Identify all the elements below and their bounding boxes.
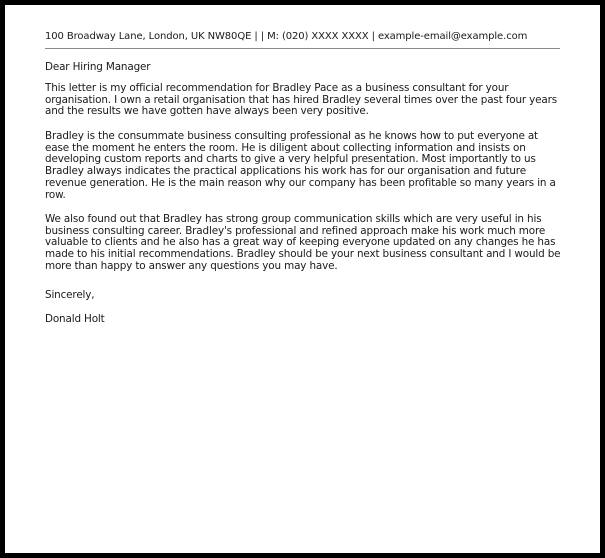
body-paragraph-3: We also found out that Bradley has strong group communication skills which are very useful in his business consulting career. Bradley's professional and refined approach make his work much more valuable to clients and he also has a great way of keeping everyone updated on any changes he has made to his initial recommendations. Bradley should be your next business consultant and I would be more than happy to answer any questions you may have. (45, 213, 561, 272)
contact-line: 100 Broadway Lane, London, UK NW80QE | | M: (020) XXXX XXXX | example-email@example.com (45, 31, 528, 42)
letter-page (5, 5, 600, 553)
body-paragraph-2: Bradley is the consummate business consulting professional as he knows how to put everyone at ease the moment he enters the room. He is diligent about collecting information and insists on developing custom reports and charts to give a very helpful presentation. Most importantly to us Bradley always indicates the practical applications his work has for our organisation and future revenue generation. He is the main reason why our company has been profitable so many years in a row. (45, 130, 556, 201)
closing: Sincerely, (45, 289, 95, 301)
signature: Donald Holt (45, 313, 105, 325)
salutation: Dear Hiring Manager (45, 61, 151, 73)
header-divider (45, 48, 560, 49)
body-paragraph-1: This letter is my official recommendation for Bradley Pace as a business consultant for your organisation. I own a retail organisation that has hired Bradley several times over the past four years and the results we have gotten have always been very positive. (45, 82, 558, 118)
